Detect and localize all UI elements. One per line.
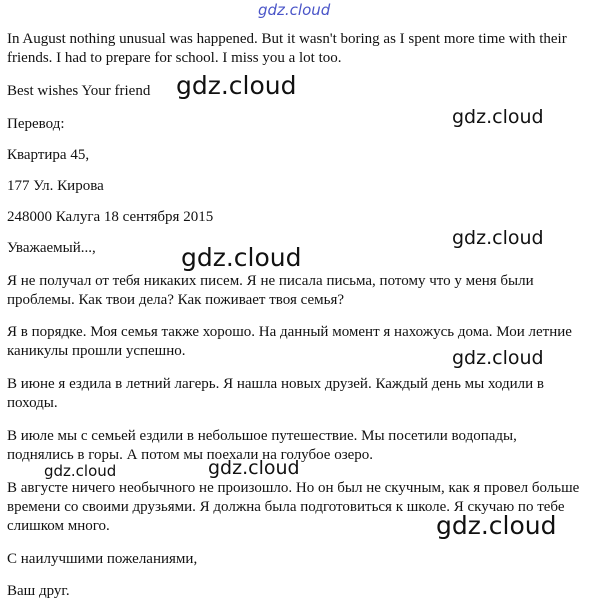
watermark: gdz.cloud (176, 71, 297, 100)
translation-heading: Перевод: (7, 116, 65, 132)
watermark: gdz.cloud (452, 347, 544, 369)
closing-line-1: С наилучшими пожеланиями, (7, 551, 198, 567)
watermark: gdz.cloud (181, 243, 302, 272)
english-closing: Best wishes Your friend (7, 83, 151, 99)
watermark-top: gdz.cloud (258, 1, 331, 19)
watermark: gdz.cloud (452, 227, 544, 249)
paragraph-3: В июне я ездила в летний лагерь. Я нашла новых друзей. Каждый день мы ходили в походы. (7, 376, 544, 411)
greeting: Уважаемый..., (7, 240, 96, 256)
paragraph-5: В августе ничего необычного не произошло. Но он был не скучным, как я провел больше времени со своими друзьями. Я должна была подготовиться к школе. Я скучаю по тебе слишком много. (7, 480, 580, 534)
address-line-3: 248000 Калуга 18 сентября 2015 (7, 209, 214, 225)
paragraph-2: Я в порядке. Моя семья также хорошо. На данный момент я нахожусь дома. Мои летние каникулы прошли успешно. (7, 324, 572, 359)
paragraph-1: Я не получал от тебя никаких писем. Я не писала письма, потому что у меня были проблемы. Как твои дела? Как поживает твоя семья? (7, 273, 534, 308)
address-line-1: Квартира 45, (7, 147, 90, 163)
closing-line-2: Ваш друг. (7, 583, 70, 599)
english-paragraph: In August nothing unusual was happened. But it wasn't boring as I spent more time with their friends. I had to prepare for school. I miss you a lot too. (7, 31, 567, 66)
watermark: gdz.cloud (208, 457, 300, 479)
paragraph-4: В июле мы с семьей ездили в небольшое путешествие. Мы посетили водопады, поднялись в горы. А потом мы поехали на голубое озеро. (7, 428, 517, 463)
address-line-2: 177 Ул. Кирова (7, 178, 104, 194)
watermark: gdz.cloud (452, 106, 544, 128)
watermark: gdz.cloud (44, 462, 117, 480)
watermark: gdz.cloud (436, 511, 557, 540)
